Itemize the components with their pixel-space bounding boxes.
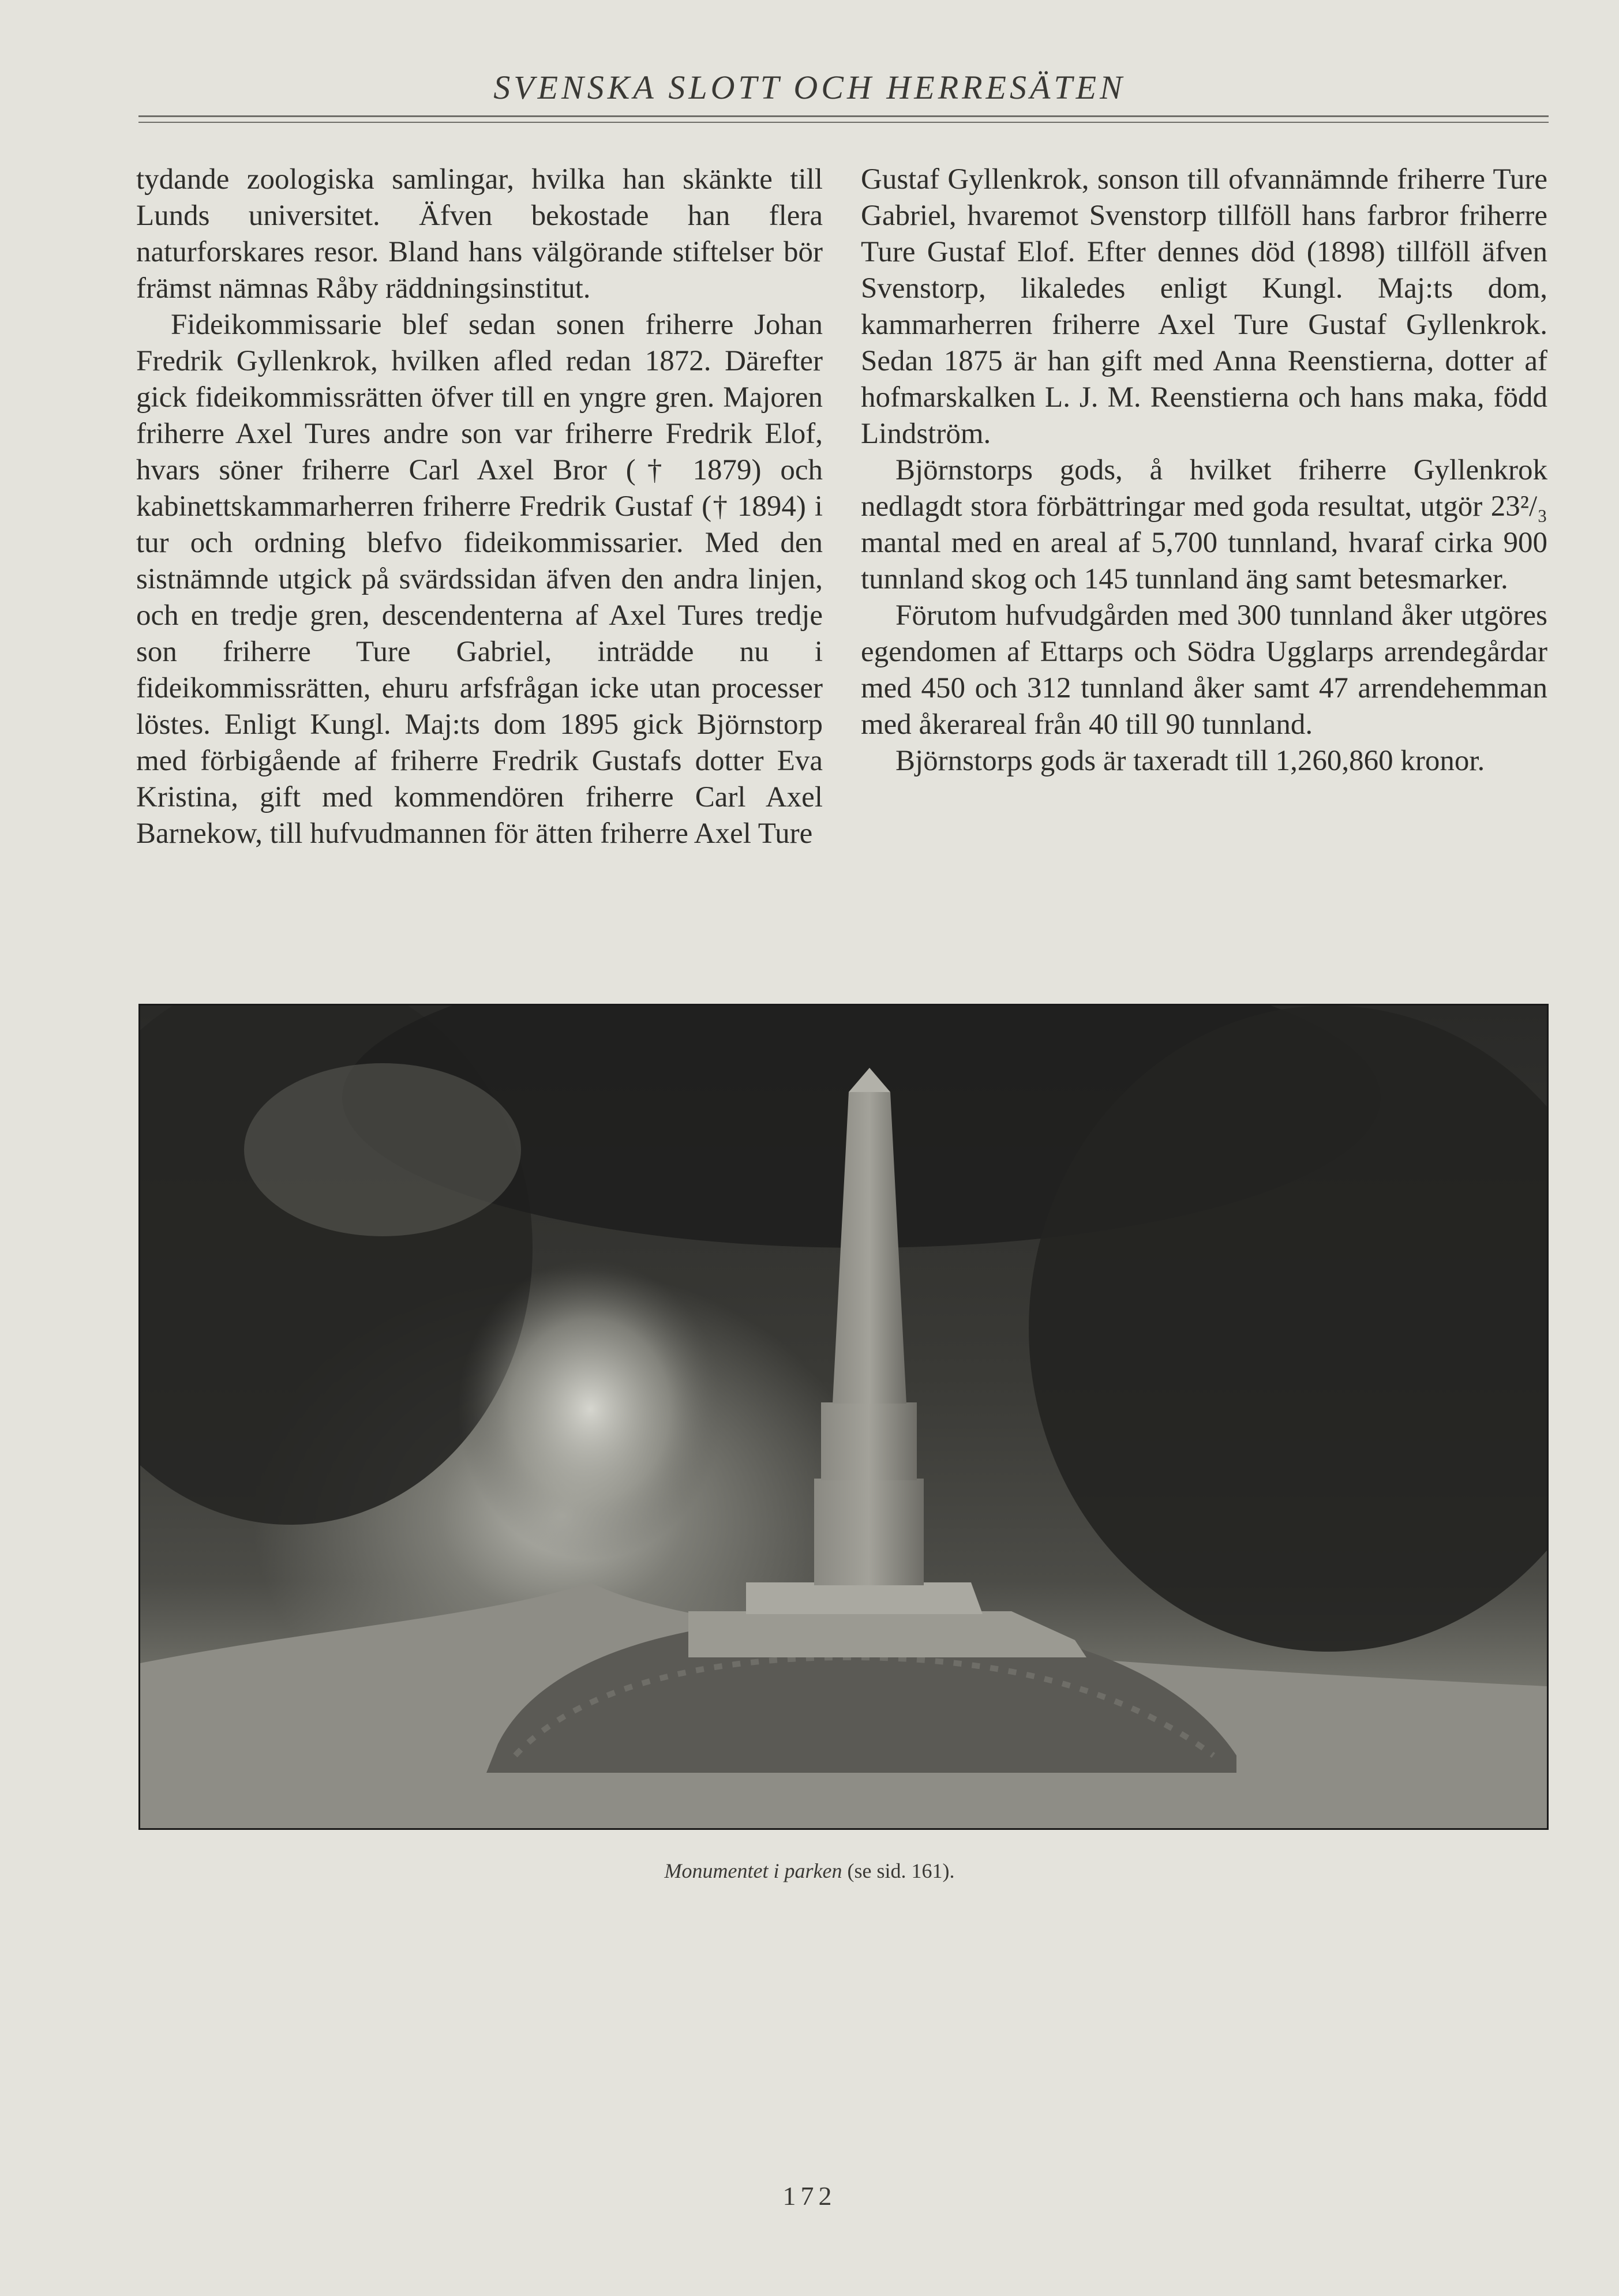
header-rule-top [138,115,1549,117]
text-column-left [136,162,823,852]
paragraph: tydande zoologiska samlingar, hvilka han skänkte till Lunds universitet. Äfven bekostade han flera naturforskares resor. Bland hans välgörande stiftelser bör främst nämnas Råby räddningsinstitut. [136,163,823,305]
paragraph: Björnstorps gods är taxeradt till 1,260,860 kronor. [895,745,1485,777]
caption-title: Monumentet i parken [664,1859,842,1882]
running-head: SVENSKA SLOTT OCH HERRESÄTEN [493,69,1126,106]
caption-reference: (se sid. 161). [847,1859,955,1882]
foliage-upper-left-light [244,1063,521,1236]
page-number: 172 [782,2181,837,2211]
monument-die [821,1402,917,1480]
avenue-light [458,1259,723,1559]
monument-plinth [814,1479,924,1585]
paragraph: Förutom hufvudgården med 300 tunnland åker utgöres egendomen af Ettarps och Södra Ugglarps arrendegårdar med 450 och 312 tunnland åker samt 47 arrendehemman med åkerareal från 40 till 90 tunnland. [861,599,1547,741]
text-column-right [861,162,1547,779]
paragraph: Björnstorps gods, å hvilket friherre Gyllenkrok nedlagdt stora förbättringar med goda resultat, utgör 23²/₃ mantal med en areal af 5,700 tunnland, hvaraf cirka 900 tunnland skog och 145 tunnland äng samt betesmarker. [861,454,1547,595]
monument-photograph [138,1004,1549,1830]
paragraph: Fideikommissarie blef sedan sonen friherre Johan Fredrik Gyllenkrok, hvilken afled redan 1872. Därefter gick fideikommissrätten öfver till en yngre gren. Majoren friherre Axel Tures andre son var friherre Fredrik Elof, hvars söner friherre Carl Axel Bror († 1879) och kabinettskammarherren friherre Fredrik Gustaf († 1894) i tur och ordning blefvo fideikommissarier. Med den sistnämnde utgick på svärdssidan äfven den andra linjen, och en tredje gren, descendenterna af Axel Tures tredje son friherre Ture Gabriel, inträdde nu i fideikommissrätten, ehuru arfsfrågan icke utan processer löstes. Enligt Kungl. Maj:ts dom 1895 gick Björnstorp med förbigående af friherre Fredrik Gustafs dotter Eva Kristina, gift med kommendören friherre Carl Axel Barnekow, till hufvudmannen för ätten friherre Axel Ture [136,309,823,850]
monument-illustration [140,1006,1547,1828]
figure-caption [0,1859,1619,1883]
monument-base-lower [688,1611,1086,1657]
monument-base-upper [746,1582,983,1614]
header-rule-bottom [138,122,1549,123]
paragraph: Gustaf Gyllenkrok, sonson till ofvannämnde friherre Ture Gabriel, hvaremot Svenstorp tillföll hans farbror friherre Ture Gustaf Elof. Efter dennes död (1898) tillföll äfven Svenstorp, likaledes enligt Kungl. Maj:ts dom, kammarherren friherre Axel Ture Gustaf Gyllenkrok. Sedan 1875 är han gift med Anna Reenstierna, dotter af hofmarskalken L. J. M. Reenstierna och hans maka, född Lindström. [861,163,1547,450]
